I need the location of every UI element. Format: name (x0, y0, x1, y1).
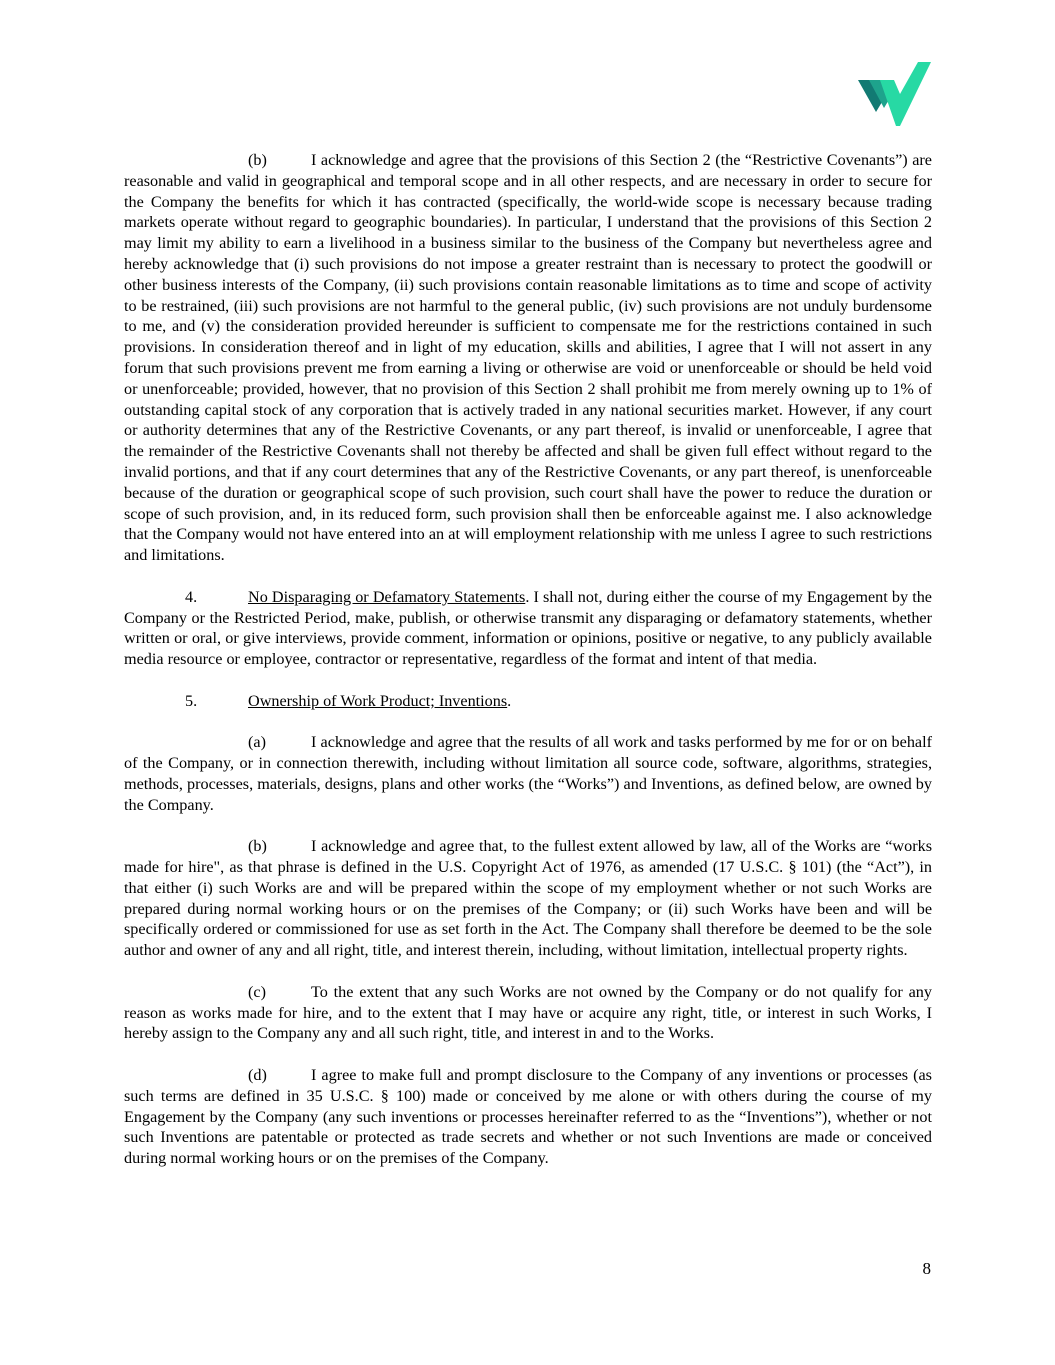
section-text: . I shall not, during either the course of my Engagement by the Company or the Restricted Period, make, publish, or otherwise transmit any disparaging or defamatory statements, whether written or oral, or give interviews, provide comment, information or opinions, positive or negative, to any publicly available media resource or employee, contractor or representative, regardless of the format and intent of that media. (124, 587, 932, 669)
page-number: 8 (922, 1259, 931, 1278)
section-number: 4. (185, 587, 198, 606)
paragraph-text: I acknowledge and agree that the results of all work and tasks performed by me for or on behalf of the Company, or in connection therewith, including without limitation all source code, software, algorithms, strategies, methods, processes, materials, designs, plans and other works (the “Works”) and Inventions, as defined below, are owned by the Company. (124, 733, 932, 814)
section-5 (124, 691, 932, 712)
paragraph-marker: (a) (248, 733, 266, 752)
section-number: 5. (185, 691, 198, 710)
paragraph-5b (124, 836, 932, 961)
paragraph-5c (124, 982, 932, 1044)
paragraph-marker: (d) (248, 1066, 267, 1085)
section-heading: No Disparaging or Defamatory Statements (248, 587, 526, 606)
brand-logo (856, 60, 932, 128)
logo-light-stroke (880, 62, 931, 126)
paragraph-2b (124, 150, 932, 566)
section-4 (124, 587, 932, 670)
paragraph-text: I acknowledge and agree that the provisions of this Section 2 (the “Restrictive Covenants”) are reasonable and valid in geographical and temporal scope and in all other respects, and are necessary in order to secure for the Company the benefits for which it has contracted (specifically, the world-wide scope is necessary because trading markets operate without regard to geographic boundaries). In particular, I understand that the provisions of this Section 2 may limit my ability to earn a livelihood in a business similar to the business of the Company but nevertheless agree and hereby acknowledge that (i) such provisions do not impose a greater restraint than is necessary to protect the goodwill or other business interests of the Company, (ii) such provisions contain reasonable limitations as to time and scope of activity to be restrained, (iii) such provisions are not harmful to the general public, (iv) such provisions are not unduly burdensome to me, and (v) the consideration provided hereunder is sufficient to compensate me for the restrictions contained in such provisions. In consideration thereof and in light of my education, skills and abilities, I agree that I will not assert in any forum that such provisions prevent me from earning a living or otherwise are void or unenforceable or should be held void or unenforceable; provided, however, that no provision of this Section 2 shall prohibit me from merely owning up to 1% of outstanding capital stock of any corporation that is actively traded in any national securities market. However, if any court or authority determines that any of the Restrictive Covenants, or any part thereof, is invalid or unenforceable, I agree that the remainder of the Restrictive Covenants shall not thereby be affected and shall be given full effect without regard to the invalid portions, and that if any court determines that any of the Restrictive Covenants, or any part thereof, is unenforceable because of the duration or geographical scope of such provision, such court shall have the power to reduce the duration or scope of such provision, and, in its reduced form, such provision shall then be enforceable against me. I also acknowledge that the Company would not have entered into an at will employment relationship with me unless I agree to such restrictions and limitations. (124, 151, 932, 565)
paragraph-marker: (b) (248, 837, 267, 856)
section-text: . (507, 691, 512, 710)
paragraph-5a (124, 732, 932, 815)
paragraph-marker: (b) (248, 151, 267, 169)
document-body (124, 150, 932, 1169)
paragraph-text: I acknowledge and agree that, to the fullest extent allowed by law, all of the Works are “works made for hire", as that phrase is defined in the U.S. Copyright Act of 1976, as amended (17 U.S.C. § 101) (the “Act”), in that either (i) such Works are and will be prepared within the scope of my employment whether or not such Works are prepared during normal working hours or on the premises of the Company; or (ii) such Works have been and will be specifically ordered or commissioned for use as set forth in the Act. The Company shall therefore be deemed to be the sole author and owner of any and all right, title, and interest therein, including, without limitation, intellectual property rights. (124, 837, 932, 960)
paragraph-text: To the extent that any such Works are not owned by the Company or do not qualify for any reason as works made for hire, and to the extent that I may have or acquire any right, title, or interest in such Works, I hereby assign to the Company any and all such right, title, and interest in and to the Works. (124, 982, 932, 1043)
section-heading: Ownership of Work Product; Inventions (248, 691, 508, 710)
paragraph-marker: (c) (248, 982, 266, 1001)
paragraph-5d (124, 1065, 932, 1169)
paragraph-text: I agree to make full and prompt disclosure to the Company of any inventions or processes (as such terms are defined in 35 U.S.C. § 100) made or conceived by me alone or with others during the course of my Engagement by the Company (any such inventions or processes hereinafter referred to as the “Inventions”), whether or not such Inventions are patentable or protected as trade secrets and whether or not such Inventions are made or conceived during normal working hours or on the premises of the Company. (124, 1066, 932, 1168)
brand-chevron-logo-icon (856, 60, 932, 128)
